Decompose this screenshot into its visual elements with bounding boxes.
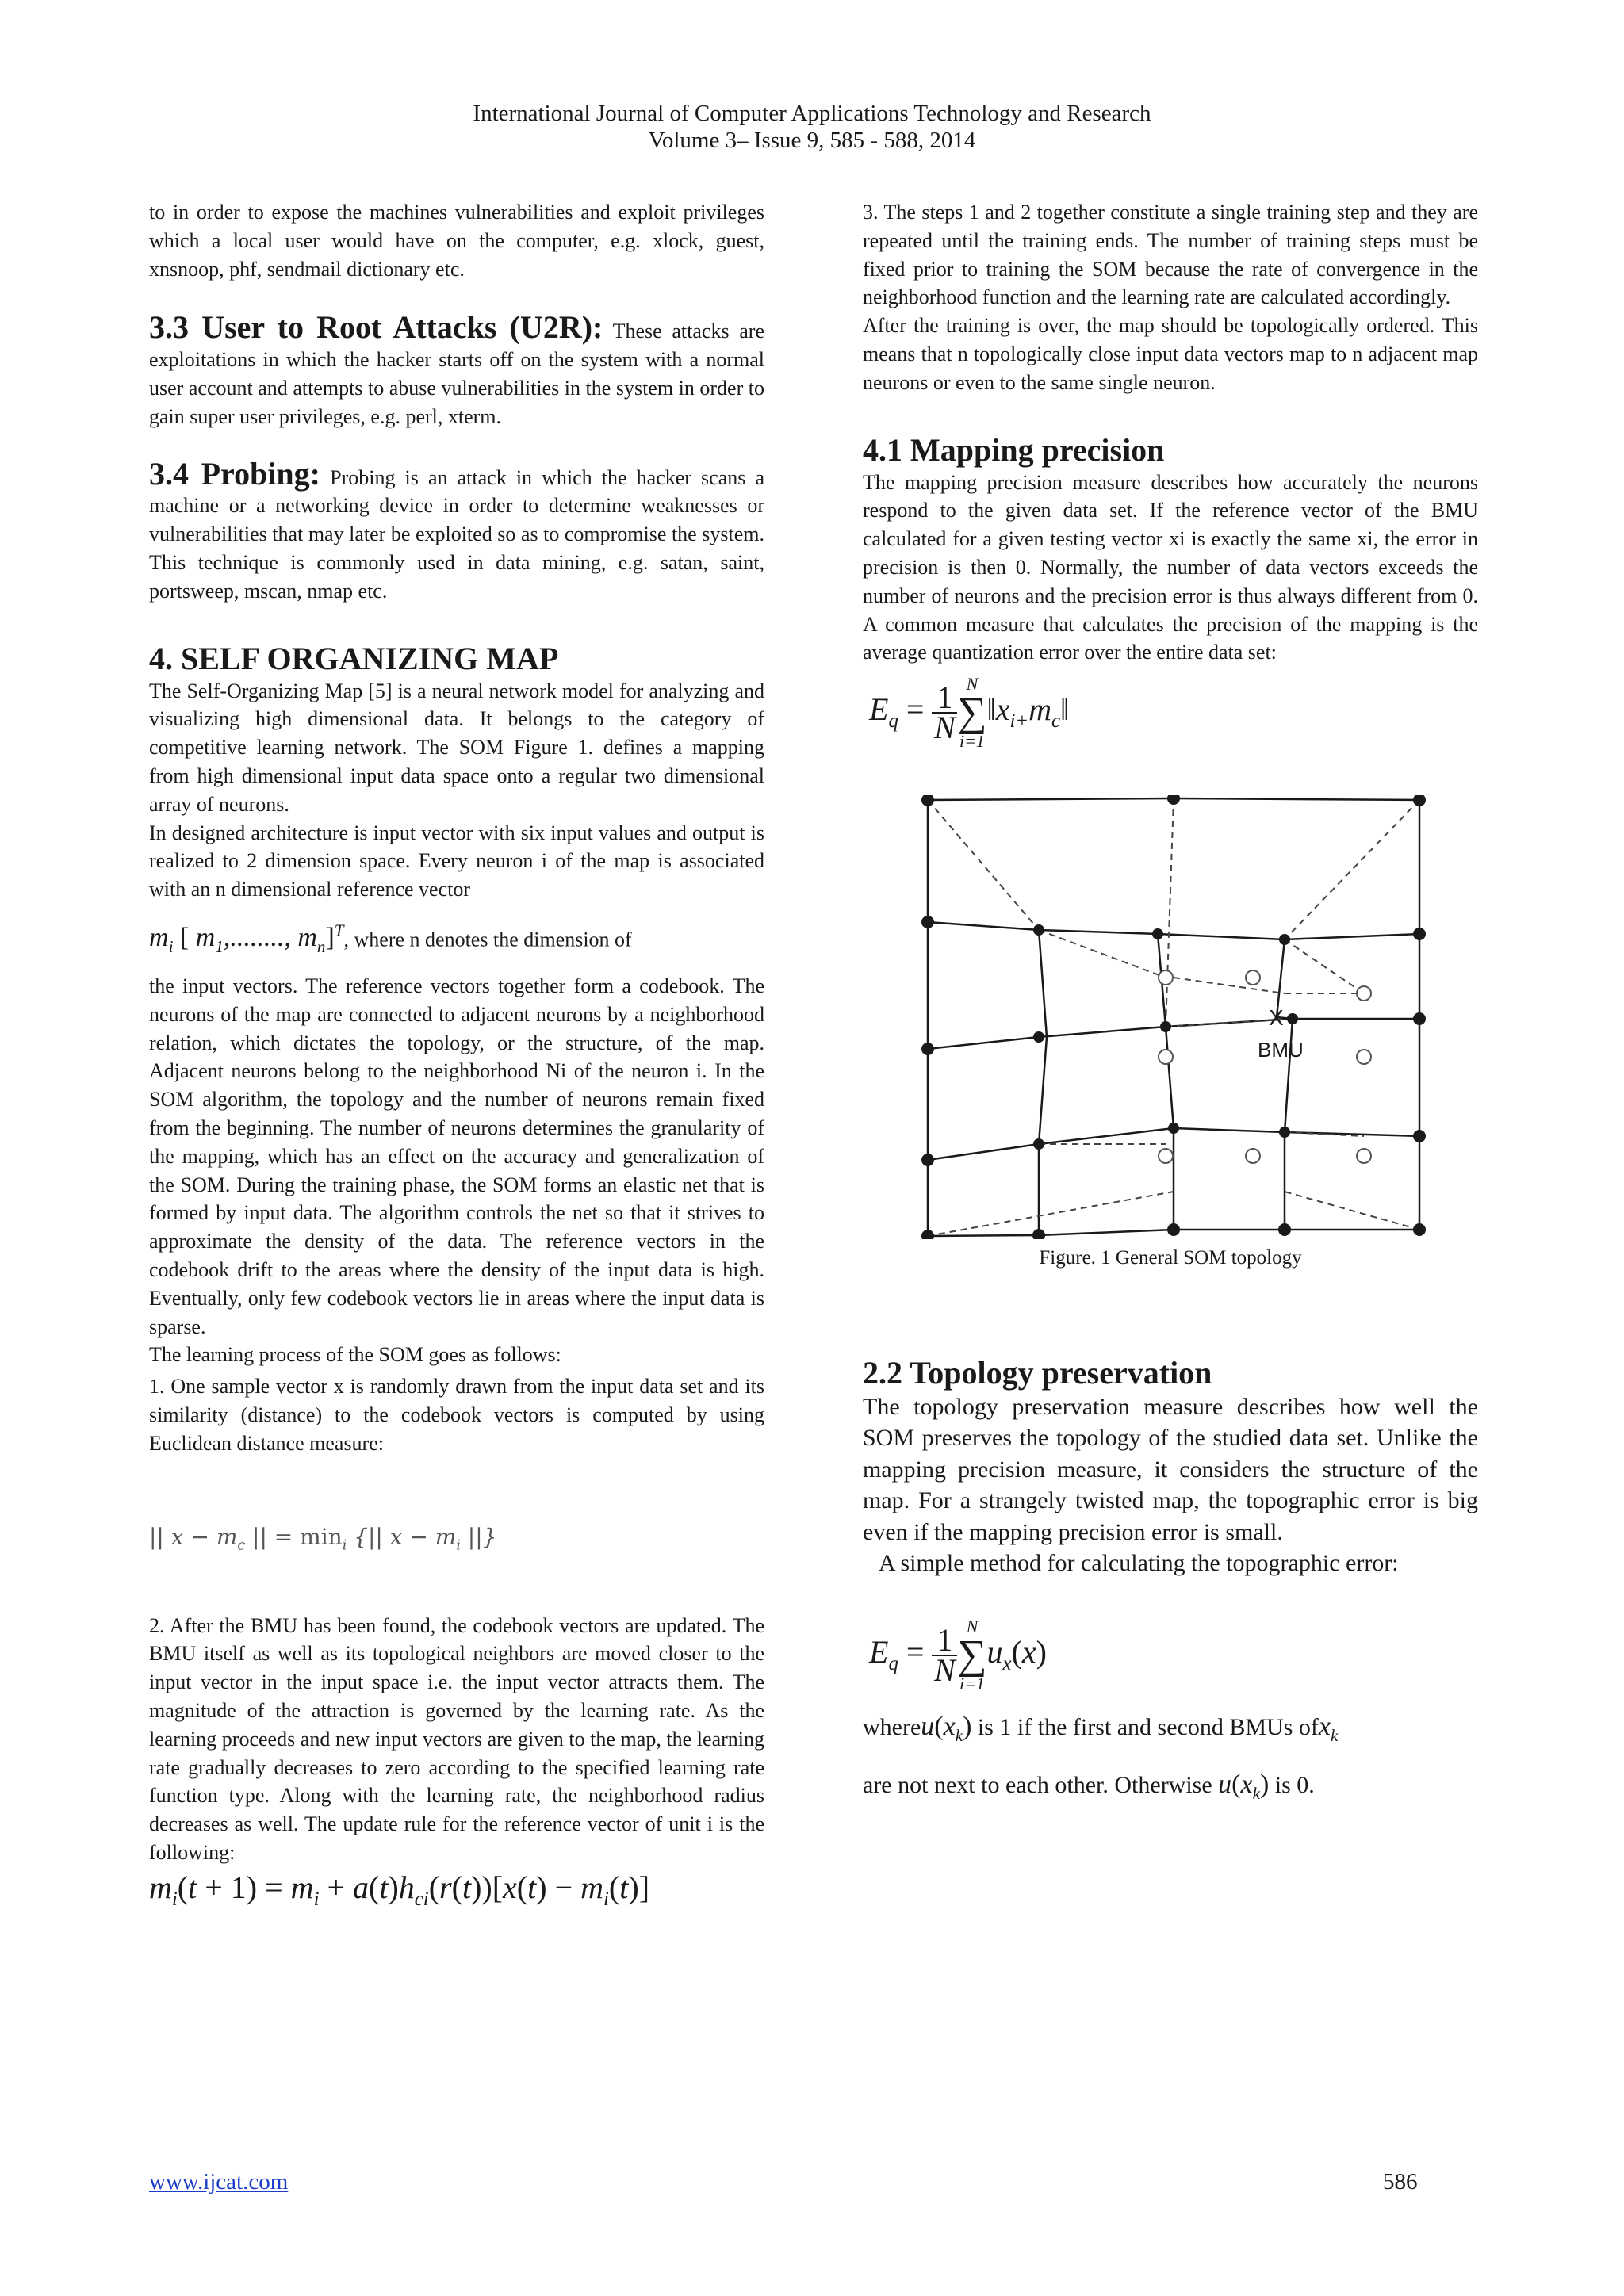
after-training: After the training is over, the map should be topologically ordered. This means that n topologically close input data vectors map to n adjacent map neurons or even to the same single neuron. — [863, 314, 1478, 394]
reference-vector-line: $m_i$ [ $m_1$,........, $m_n]^T$, where n denotes the dimension of — [149, 920, 632, 957]
page-header — [0, 100, 1624, 154]
right-column — [863, 198, 1478, 1810]
where-line-2 — [863, 1769, 1478, 1809]
figure-caption: Figure. 1 General SOM topology — [1039, 1247, 1302, 1269]
u2r-paragraph — [149, 309, 764, 430]
learning-intro: The learning process of the SOM goes as follows: — [149, 1343, 561, 1367]
left-column — [149, 198, 764, 1920]
figure-x-label: X — [1269, 1005, 1284, 1031]
quantization-formula: $E_q$ = $\frac{1}{N}$ N ∑ $i=1‖x_{i+}m_c‖$ — [869, 674, 1070, 752]
where-c: are not next to each other. Otherwise — [863, 1772, 1219, 1799]
page-number: 586 — [1383, 2169, 1418, 2195]
step-3: 3. The steps 1 and 2 together constitute a single training step and they are repeated until the training ends. The number of training steps must be fixed prior to training the SOM because the rate of convergence in the neighborhood function and the learning rate are calculated accordingly. — [863, 201, 1478, 309]
mapping-heading: 4.1 Mapping precision — [863, 431, 1165, 468]
som-heading: 4. SELF ORGANIZING MAP — [149, 640, 559, 676]
probing-paragraph — [149, 455, 765, 606]
where-d: is 0. — [1269, 1772, 1315, 1799]
where-a: where — [863, 1713, 921, 1740]
journal-title: International Journal of Computer Applications Technology and Research — [473, 101, 1151, 126]
step-2: 2. After the BMU has been found, the codebook vectors are updated. The BMU itself as well as its topological neighbors are moved closer to the input vector in the input space i.e. the input vector attracts them. The magnitude of the attraction is governed by the learning rate. As the learning proceeds and new input vectors are given to the map, the learning rate gradually decreases to zero according to the specified learning rate function type. Along with the learning rate, the neighborhood radius decreases as well. The update rule for the reference vector of unit i is the following: — [149, 1613, 764, 1864]
som-paragraph-2: In designed architecture is input vector with six input values and output is realized to 2 dimension space. Every neuron i of the map is associated with an n dimensional reference vector — [149, 821, 764, 901]
step-1: 1. One sample vector x is randomly drawn from the input data set and its similarity (distance) to the codebook vectors is computed by using Euclidean distance measure: — [149, 1375, 764, 1455]
u2r-heading: 3.3 User to Root Attacks (U2R): — [149, 309, 603, 346]
som-paragraph-1: The Self-Organizing Map [5] is a neural network model for analyzing and visualizing high dimensional data. It belongs to the category of competitive learning network. The SOM Figure 1. defines a mapping from high dimensional input data space onto a regular two dimensional array of neurons. — [149, 679, 764, 816]
som-paragraph-3: the input vectors. The reference vectors together form a codebook. The neurons of the map are connected to adjacent neurons by a neighborhood relation, which dictates the topology, or the structure, of the map. Adjacent neurons belong to the neighborhood Ni of the neuron i. In the SOM algorithm, the topology and the number of neurons remain fixed from the beginning. The number of neurons determines the granularity of the mapping, which has an effect on the accuracy and generalization of the SOM. During the training phase, the SOM forms an elastic net that is formed by input data. The algorithm controls the net so that it strives to approximate the density of the data. The reference vectors in the codebook drift to the areas where the density of the input data is high. Eventually, only few codebook vectors lie in areas where the input data is sparse. — [149, 974, 764, 1338]
u-xk-formula: $u(x_k)$ — [921, 1711, 972, 1745]
probing-text: Probing is an attack in which the hacker scans a machine or a networking device in order to determine weaknesses or vulnerabilities that may later be exploited so as to compromise the system. This technique is commonly used in data mining, e.g. satan, saint, portsweep, mscan, nmap etc. — [149, 465, 765, 603]
mapping-text: The mapping precision measure describes how accurately the neurons respond to the given data set. If the reference vector of the BMU calculated for a given testing vector xi is exactly the same xi, the error in precision is then 0. Normally, the number of data vectors exceeds the number of neurons and the precision error is thus always different from 0. A common measure that calculates the precision of the mapping is the average quantization error over the entire data set: — [863, 470, 1478, 664]
u-xk-formula-2: $u(x_k)$ — [1218, 1770, 1270, 1804]
topology-heading: 2.2 Topology preservation — [863, 1354, 1212, 1391]
reference-vector-formula: $m_i$ [ $m_1$,........, $m_n]^T$ — [149, 920, 344, 957]
footer-website-link[interactable]: www.ijcat.com — [149, 2169, 289, 2195]
som-grid-diagram — [920, 795, 1507, 1239]
update-rule-formula: $m_i(t + 1) = m_i + a(t)h_{ci}(r(t))[x(t) - m_i(t)]$ — [149, 1869, 650, 1910]
topographic-error-formula: $E_q$ = $\frac{1}{N}$ N ∑ $i=1u_x(x)$ — [869, 1616, 1047, 1693]
xk-symbol: $x_k$ — [1318, 1711, 1339, 1745]
probing-heading: 3.4 Probing: — [149, 455, 320, 492]
intro-paragraph: to in order to expose the machines vulnerabilities and exploit privileges which a local user would have on the computer, e.g. xlock, guest, xnsnoop, phf, sendmail dictionary etc. — [149, 201, 764, 281]
u2r-text: These attacks are exploitations in which the hacker starts off on the system with a normal user account and attempts to abuse vulnerabilities in the system in order to gain super user privileges, e.g. perl, xterm. — [149, 320, 764, 428]
figure-bmu-label: BMU — [1258, 1038, 1304, 1062]
reference-vector-where: where n denotes the dimension of — [349, 928, 632, 951]
topology-method: A simple method for calculating the topographic error: — [879, 1550, 1399, 1577]
where-b: is 1 if the first and second BMUs of — [971, 1713, 1319, 1740]
euclidean-formula: || $x - m_c$ || = $\min_i$ {|| $x - m_i$ ||} — [149, 1523, 497, 1554]
where-line-1 — [863, 1711, 1478, 1751]
som-topology-figure — [920, 795, 1507, 1239]
journal-volume: Volume 3– Issue 9, 585 - 588, 2014 — [648, 128, 976, 153]
topology-text: The topology preservation measure describes how well the SOM preserves the topology of the studied data set. Unlike the mapping precision measure, it considers the structure of the map. For a strangely twisted map, the topographic error is big even if the mapping precision error is small. — [863, 1393, 1478, 1545]
